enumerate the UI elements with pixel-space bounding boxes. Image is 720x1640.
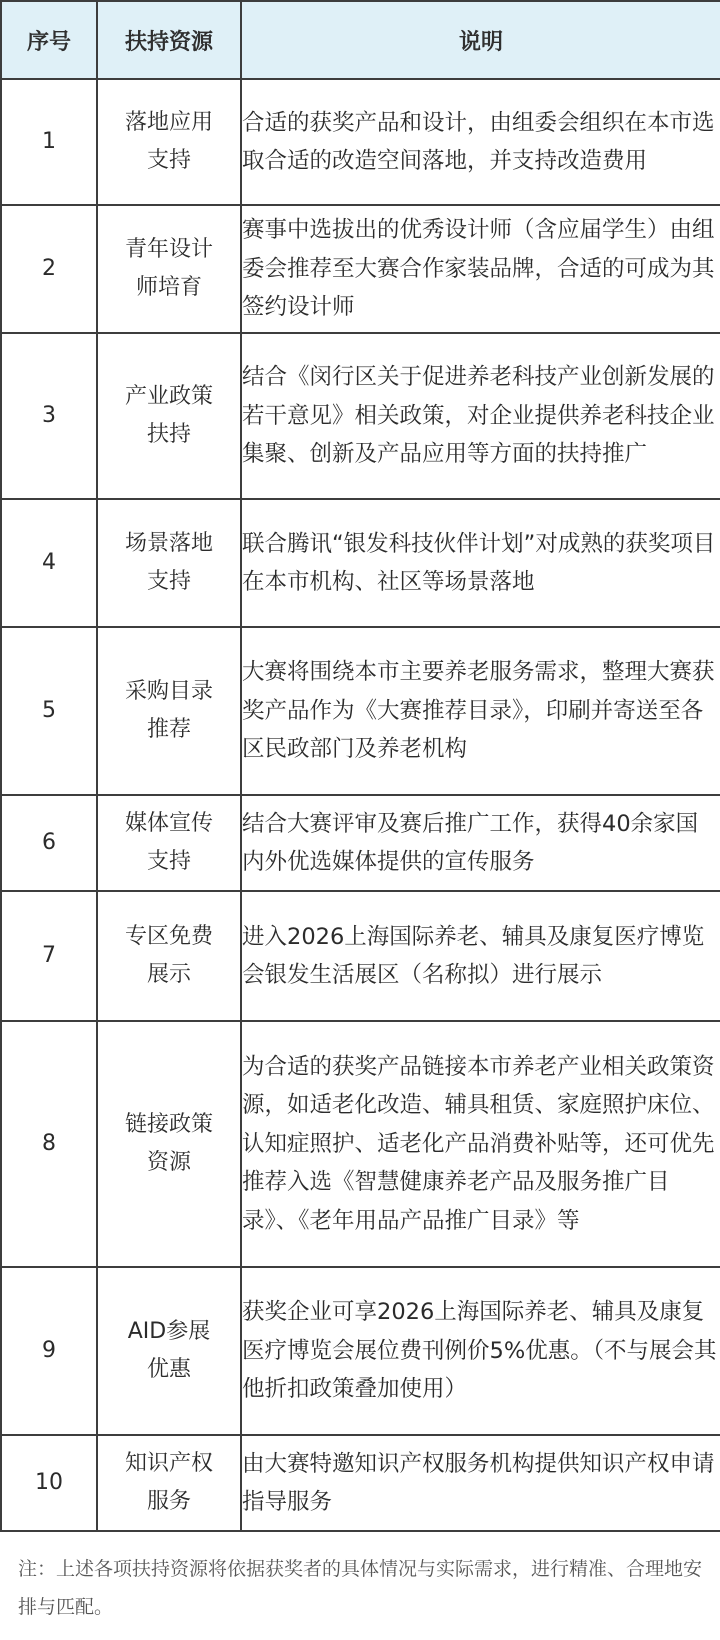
- row-description: 大赛将围绕本市主要养老服务需求，整理大赛获奖产品作为《大赛推荐目录》，印刷并寄送至各区民政部门及养老机构: [241, 627, 720, 795]
- row-number: 1: [1, 79, 97, 205]
- header-no: 序号: [1, 1, 97, 79]
- row-number: 6: [1, 795, 97, 891]
- row-resource: [97, 795, 241, 891]
- row-resource-label: 采购目录推荐: [124, 679, 213, 742]
- row-resource: [97, 1021, 241, 1267]
- table-footnote: 注：上述各项扶持资源将依据获奖者的具体情况与实际需求，进行精准、合理地安排与匹配。: [18, 1558, 703, 1618]
- row-resource: [97, 499, 241, 627]
- row-resource: [97, 79, 241, 205]
- row-resource-label: 链接政策资源: [124, 1112, 213, 1175]
- table-header-row: [1, 1, 720, 79]
- row-number: 7: [1, 891, 97, 1021]
- row-resource-label: AID参展优惠: [127, 1319, 211, 1382]
- row-description: 结合大赛评审及赛后推广工作，获得40余家国内外优选媒体提供的宣传服务: [241, 795, 720, 891]
- table-row: [1, 627, 720, 795]
- row-number: 10: [1, 1435, 97, 1531]
- table-row: [1, 333, 720, 499]
- row-description: 进入2026上海国际养老、辅具及康复医疗博览会银发生活展区（名称拟）进行展示: [241, 891, 720, 1021]
- table-row: [1, 1021, 720, 1267]
- table-row: [1, 79, 720, 205]
- row-resource: [97, 1435, 241, 1531]
- row-description: 获奖企业可享2026上海国际养老、辅具及康复医疗博览会展位费刊例价5%优惠。（不与展会其他折扣政策叠加使用）: [241, 1267, 720, 1435]
- table-row: [1, 1267, 720, 1435]
- header-description: 说明: [241, 1, 720, 79]
- row-number: 5: [1, 627, 97, 795]
- row-number: 8: [1, 1021, 97, 1267]
- row-resource: [97, 333, 241, 499]
- row-resource: [97, 1267, 241, 1435]
- header-resource: 扶持资源: [97, 1, 241, 79]
- row-number: 2: [1, 205, 97, 333]
- row-description: 为合适的获奖产品链接本市养老产业相关政策资源，如适老化改造、辅具租赁、家庭照护床位、认知症照护、适老化产品消费补贴等，还可优先推荐入选《智慧健康养老产品及服务推广目录》、《老年用品产品推广目录》等: [241, 1021, 720, 1267]
- row-resource: [97, 891, 241, 1021]
- row-resource-label: 媒体宣传支持: [124, 811, 213, 874]
- table-row: [1, 891, 720, 1021]
- row-number: 9: [1, 1267, 97, 1435]
- row-description: 赛事中选拔出的优秀设计师（含应届学生）由组委会推荐至大赛合作家装品牌，合适的可成为其签约设计师: [241, 205, 720, 333]
- table-row: [1, 795, 720, 891]
- table-row: [1, 499, 720, 627]
- row-number: 4: [1, 499, 97, 627]
- row-description: 联合腾讯“银发科技伙伴计划”对成熟的获奖项目在本市机构、社区等场景落地: [241, 499, 720, 627]
- row-resource-label: 场景落地支持: [124, 531, 213, 594]
- row-resource: [97, 205, 241, 333]
- row-description: 合适的获奖产品和设计，由组委会组织在本市选取合适的改造空间落地，并支持改造费用: [241, 79, 720, 205]
- row-resource-label: 落地应用支持: [124, 110, 213, 173]
- row-description: 由大赛特邀知识产权服务机构提供知识产权申请指导服务: [241, 1435, 720, 1531]
- table-row: [1, 1435, 720, 1531]
- row-resource: [97, 627, 241, 795]
- row-resource-label: 专区免费展示: [124, 924, 213, 987]
- table-row: [1, 205, 720, 333]
- row-resource-label: 产业政策扶持: [124, 384, 213, 447]
- row-number: 3: [1, 333, 97, 499]
- row-resource-label: 青年设计师培育: [124, 237, 213, 300]
- row-description: 结合《闵行区关于促进养老科技产业创新发展的若干意见》相关政策，对企业提供养老科技企业集聚、创新及产品应用等方面的扶持推广: [241, 333, 720, 499]
- row-resource-label: 知识产权服务: [124, 1451, 213, 1514]
